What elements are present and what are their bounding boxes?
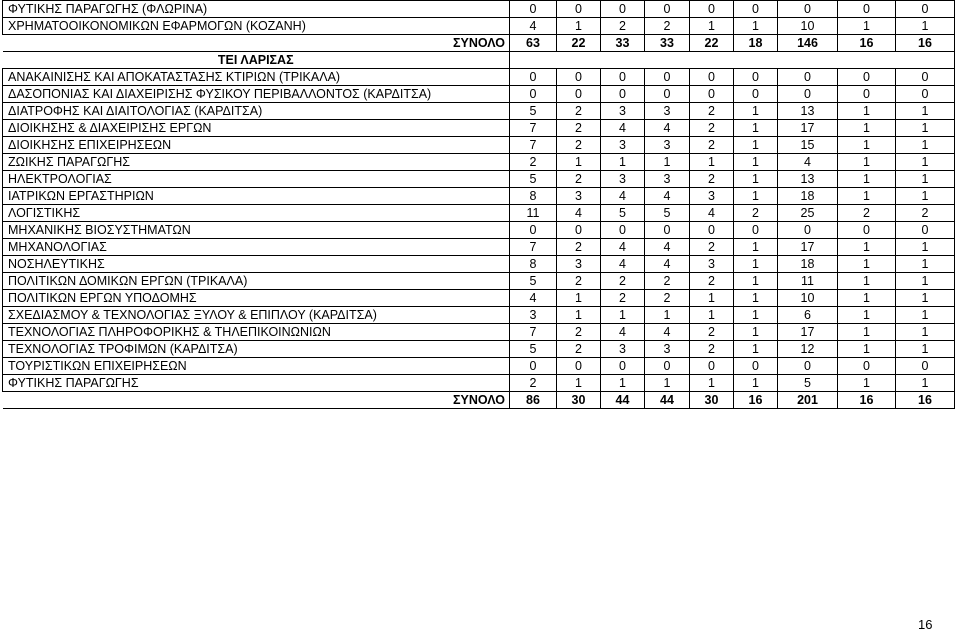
value-cell: 4	[510, 290, 557, 307]
value-cell: 22	[690, 35, 734, 52]
total-label: ΣΥΝΟΛΟ	[3, 392, 510, 409]
value-cell: 1	[896, 188, 955, 205]
value-cell: 0	[510, 1, 557, 18]
value-cell: 2	[690, 273, 734, 290]
value-cell: 0	[896, 358, 955, 375]
table-row	[3, 205, 955, 222]
value-cell: 1	[838, 171, 896, 188]
table-row	[3, 324, 955, 341]
value-cell: 1	[896, 120, 955, 137]
value-cell: 1	[838, 341, 896, 358]
value-cell: 2	[690, 239, 734, 256]
value-cell: 1	[690, 154, 734, 171]
value-cell: 0	[557, 1, 601, 18]
value-cell: 0	[778, 358, 838, 375]
value-cell: 1	[838, 103, 896, 120]
value-cell: 0	[690, 1, 734, 18]
value-cell: 2	[690, 137, 734, 154]
department-name: ΜΗΧΑΝΟΛΟΓΙΑΣ	[3, 239, 510, 256]
value-cell: 0	[557, 69, 601, 86]
table-row	[3, 137, 955, 154]
value-cell: 0	[557, 358, 601, 375]
value-cell: 17	[778, 324, 838, 341]
value-cell: 2	[838, 205, 896, 222]
value-cell: 0	[734, 86, 778, 103]
value-cell: 0	[601, 222, 645, 239]
department-name: ΔΙΟΙΚΗΣΗΣ ΕΠΙΧΕΙΡΗΣΕΩΝ	[3, 137, 510, 154]
table-row	[3, 188, 955, 205]
value-cell: 0	[601, 86, 645, 103]
value-cell: 4	[645, 324, 690, 341]
page-number: 16	[918, 617, 933, 632]
table-row	[3, 1, 955, 18]
value-cell: 1	[734, 341, 778, 358]
value-cell: 2	[601, 273, 645, 290]
table-row	[3, 69, 955, 86]
value-cell: 2	[557, 273, 601, 290]
value-cell: 2	[557, 171, 601, 188]
value-cell: 0	[896, 86, 955, 103]
value-cell: 4	[557, 205, 601, 222]
value-cell: 18	[734, 35, 778, 52]
table-row	[3, 307, 955, 324]
value-cell: 30	[690, 392, 734, 409]
value-cell: 2	[510, 375, 557, 392]
value-cell: 1	[896, 324, 955, 341]
department-name: ΧΡΗΜΑΤΟΟΙΚΟΝΟΜΙΚΩΝ ΕΦΑΡΜΟΓΩΝ (ΚΟΖΑΝΗ)	[3, 18, 510, 35]
value-cell: 0	[690, 69, 734, 86]
department-name: ΑΝΑΚΑΙΝΙΣΗΣ ΚΑΙ ΑΠΟΚΑΤΑΣΤΑΣΗΣ ΚΤΙΡΙΩΝ (ΤΡΙΚΑΛΑ)	[3, 69, 510, 86]
table-row	[3, 103, 955, 120]
value-cell: 5	[778, 375, 838, 392]
value-cell: 0	[690, 222, 734, 239]
value-cell: 11	[510, 205, 557, 222]
value-cell: 1	[734, 18, 778, 35]
department-name: ΠΟΛΙΤΙΚΩΝ ΔΟΜΙΚΩΝ ΕΡΓΩΝ (ΤΡΙΚΑΛΑ)	[3, 273, 510, 290]
value-cell: 0	[557, 222, 601, 239]
value-cell: 1	[838, 375, 896, 392]
value-cell: 0	[838, 1, 896, 18]
value-cell: 2	[557, 324, 601, 341]
value-cell: 0	[734, 1, 778, 18]
value-cell: 0	[734, 222, 778, 239]
value-cell: 3	[645, 137, 690, 154]
value-cell: 1	[838, 239, 896, 256]
value-cell: 1	[838, 154, 896, 171]
value-cell: 3	[690, 188, 734, 205]
value-cell: 0	[645, 69, 690, 86]
value-cell: 1	[838, 137, 896, 154]
value-cell: 1	[896, 137, 955, 154]
value-cell: 2	[645, 273, 690, 290]
value-cell: 0	[510, 222, 557, 239]
value-cell: 1	[734, 256, 778, 273]
table-row	[3, 154, 955, 171]
value-cell: 16	[734, 392, 778, 409]
value-cell: 33	[645, 35, 690, 52]
value-cell: 0	[778, 222, 838, 239]
value-cell: 30	[557, 392, 601, 409]
value-cell: 0	[838, 69, 896, 86]
value-cell: 3	[690, 256, 734, 273]
value-cell: 5	[601, 205, 645, 222]
value-cell: 3	[510, 307, 557, 324]
value-cell: 1	[896, 103, 955, 120]
allocation-table	[2, 0, 955, 409]
value-cell: 0	[896, 222, 955, 239]
value-cell: 16	[896, 35, 955, 52]
value-cell: 1	[557, 18, 601, 35]
value-cell: 1	[690, 307, 734, 324]
value-cell: 1	[690, 18, 734, 35]
department-name: ΦΥΤΙΚΗΣ ΠΑΡΑΓΩΓΗΣ	[3, 375, 510, 392]
value-cell: 201	[778, 392, 838, 409]
value-cell: 1	[690, 375, 734, 392]
value-cell: 1	[734, 375, 778, 392]
value-cell: 4	[601, 324, 645, 341]
value-cell: 1	[838, 188, 896, 205]
department-name: ΗΛΕΚΤΡΟΛΟΓΙΑΣ	[3, 171, 510, 188]
value-cell: 44	[645, 392, 690, 409]
department-name: ΔΙΟΙΚΗΣΗΣ & ΔΙΑΧΕΙΡΙΣΗΣ ΕΡΓΩΝ	[3, 120, 510, 137]
table-row	[3, 222, 955, 239]
value-cell: 0	[645, 1, 690, 18]
value-cell: 1	[734, 120, 778, 137]
section-title: ΤΕΙ ΛΑΡΙΣΑΣ	[3, 52, 510, 69]
value-cell: 1	[896, 239, 955, 256]
value-cell: 4	[645, 120, 690, 137]
value-cell: 1	[838, 290, 896, 307]
value-cell: 1	[896, 18, 955, 35]
value-cell: 5	[510, 341, 557, 358]
value-cell: 18	[778, 256, 838, 273]
value-cell: 1	[601, 154, 645, 171]
value-cell: 1	[645, 154, 690, 171]
value-cell: 0	[601, 358, 645, 375]
value-cell: 3	[601, 171, 645, 188]
value-cell: 7	[510, 137, 557, 154]
total-row	[3, 392, 955, 409]
value-cell: 0	[690, 358, 734, 375]
value-cell: 16	[838, 35, 896, 52]
value-cell: 1	[645, 375, 690, 392]
value-cell: 63	[510, 35, 557, 52]
value-cell: 0	[838, 358, 896, 375]
table-row	[3, 120, 955, 137]
value-cell: 4	[690, 205, 734, 222]
value-cell: 1	[896, 154, 955, 171]
value-cell: 5	[510, 273, 557, 290]
value-cell: 1	[896, 171, 955, 188]
value-cell: 1	[690, 290, 734, 307]
value-cell: 12	[778, 341, 838, 358]
value-cell: 1	[734, 171, 778, 188]
value-cell: 0	[557, 86, 601, 103]
total-row	[3, 35, 955, 52]
value-cell: 0	[778, 1, 838, 18]
value-cell: 1	[734, 239, 778, 256]
value-cell: 4	[645, 256, 690, 273]
value-cell: 4	[645, 239, 690, 256]
value-cell: 2	[896, 205, 955, 222]
value-cell: 0	[601, 69, 645, 86]
value-cell: 3	[601, 137, 645, 154]
value-cell: 6	[778, 307, 838, 324]
value-cell: 2	[690, 341, 734, 358]
table-row	[3, 239, 955, 256]
department-name: ΛΟΓΙΣΤΙΚΗΣ	[3, 205, 510, 222]
value-cell: 33	[601, 35, 645, 52]
department-name: ΤΟΥΡΙΣΤΙΚΩΝ ΕΠΙΧΕΙΡΗΣΕΩΝ	[3, 358, 510, 375]
value-cell: 1	[838, 18, 896, 35]
department-name: ΤΕΧΝΟΛΟΓΙΑΣ ΤΡΟΦΙΜΩΝ (ΚΑΡΔΙΤΣΑ)	[3, 341, 510, 358]
department-name: ΤΕΧΝΟΛΟΓΙΑΣ ΠΛΗΡΟΦΟΡΙΚΗΣ & ΤΗΛΕΠΙΚΟΙΝΩΝΙΩΝ	[3, 324, 510, 341]
value-cell: 5	[645, 205, 690, 222]
table-row	[3, 171, 955, 188]
department-name: ΔΙΑΤΡΟΦΗΣ ΚΑΙ ΔΙΑΙΤΟΛΟΓΙΑΣ (ΚΑΡΔΙΤΣΑ)	[3, 103, 510, 120]
value-cell: 3	[645, 341, 690, 358]
value-cell: 0	[510, 358, 557, 375]
value-cell: 18	[778, 188, 838, 205]
value-cell: 2	[690, 120, 734, 137]
value-cell: 7	[510, 239, 557, 256]
value-cell: 1	[734, 103, 778, 120]
table-row	[3, 18, 955, 35]
value-cell: 4	[778, 154, 838, 171]
value-cell: 0	[510, 69, 557, 86]
value-cell: 17	[778, 239, 838, 256]
value-cell: 2	[510, 154, 557, 171]
value-cell: 0	[734, 69, 778, 86]
department-name: ΙΑΤΡΙΚΩΝ ΕΡΓΑΣΤΗΡΙΩΝ	[3, 188, 510, 205]
value-cell: 0	[645, 86, 690, 103]
value-cell: 2	[690, 103, 734, 120]
value-cell: 7	[510, 324, 557, 341]
value-cell: 1	[734, 273, 778, 290]
total-label: ΣΥΝΟΛΟ	[3, 35, 510, 52]
value-cell: 13	[778, 171, 838, 188]
value-cell: 25	[778, 205, 838, 222]
value-cell: 1	[838, 307, 896, 324]
value-cell: 2	[557, 103, 601, 120]
value-cell: 2	[690, 324, 734, 341]
value-cell: 1	[734, 137, 778, 154]
value-cell: 1	[557, 290, 601, 307]
value-cell: 10	[778, 290, 838, 307]
value-cell: 2	[557, 137, 601, 154]
value-cell: 16	[838, 392, 896, 409]
value-cell: 2	[645, 18, 690, 35]
value-cell: 15	[778, 137, 838, 154]
value-cell: 5	[510, 171, 557, 188]
value-cell: 16	[896, 392, 955, 409]
value-cell: 1	[601, 375, 645, 392]
table-row	[3, 341, 955, 358]
department-name: ΖΩΙΚΗΣ ΠΑΡΑΓΩΓΗΣ	[3, 154, 510, 171]
value-cell: 1	[838, 120, 896, 137]
section-filler	[510, 52, 955, 69]
value-cell: 7	[510, 120, 557, 137]
value-cell: 0	[645, 358, 690, 375]
department-name: ΣΧΕΔΙΑΣΜΟΥ & ΤΕΧΝΟΛΟΓΙΑΣ ΞΥΛΟΥ & ΕΠΙΠΛΟΥ (ΚΑΡΔΙΤΣΑ)	[3, 307, 510, 324]
value-cell: 3	[645, 171, 690, 188]
value-cell: 0	[734, 358, 778, 375]
value-cell: 2	[601, 290, 645, 307]
value-cell: 2	[734, 205, 778, 222]
value-cell: 1	[557, 154, 601, 171]
value-cell: 10	[778, 18, 838, 35]
value-cell: 1	[896, 375, 955, 392]
table-row	[3, 358, 955, 375]
value-cell: 1	[838, 273, 896, 290]
table-row	[3, 273, 955, 290]
value-cell: 0	[778, 86, 838, 103]
table-row	[3, 86, 955, 103]
value-cell: 4	[601, 239, 645, 256]
value-cell: 4	[601, 120, 645, 137]
value-cell: 4	[645, 188, 690, 205]
value-cell: 3	[601, 341, 645, 358]
value-cell: 0	[896, 69, 955, 86]
value-cell: 0	[838, 222, 896, 239]
value-cell: 1	[896, 341, 955, 358]
value-cell: 3	[601, 103, 645, 120]
value-cell: 0	[601, 1, 645, 18]
value-cell: 3	[645, 103, 690, 120]
value-cell: 86	[510, 392, 557, 409]
value-cell: 1	[734, 154, 778, 171]
table-row	[3, 375, 955, 392]
value-cell: 4	[601, 188, 645, 205]
department-name: ΝΟΣΗΛΕΥΤΙΚΗΣ	[3, 256, 510, 273]
value-cell: 3	[557, 188, 601, 205]
department-name: ΦΥΤΙΚΗΣ ΠΑΡΑΓΩΓΗΣ (ΦΛΩΡΙΝΑ)	[3, 1, 510, 18]
value-cell: 44	[601, 392, 645, 409]
value-cell: 0	[838, 86, 896, 103]
value-cell: 146	[778, 35, 838, 52]
value-cell: 5	[510, 103, 557, 120]
table-row	[3, 256, 955, 273]
section-header-row	[3, 52, 955, 69]
value-cell: 0	[645, 222, 690, 239]
value-cell: 1	[734, 188, 778, 205]
value-cell: 0	[778, 69, 838, 86]
value-cell: 0	[510, 86, 557, 103]
value-cell: 2	[645, 290, 690, 307]
value-cell: 11	[778, 273, 838, 290]
value-cell: 2	[690, 171, 734, 188]
value-cell: 1	[557, 307, 601, 324]
value-cell: 22	[557, 35, 601, 52]
value-cell: 2	[557, 120, 601, 137]
department-name: ΜΗΧΑΝΙΚΗΣ ΒΙΟΣΥΣΤΗΜΑΤΩΝ	[3, 222, 510, 239]
value-cell: 2	[601, 18, 645, 35]
value-cell: 3	[557, 256, 601, 273]
department-name: ΠΟΛΙΤΙΚΩΝ ΕΡΓΩΝ ΥΠΟΔΟΜΗΣ	[3, 290, 510, 307]
value-cell: 1	[838, 324, 896, 341]
value-cell: 0	[690, 86, 734, 103]
value-cell: 1	[734, 307, 778, 324]
value-cell: 1	[601, 307, 645, 324]
value-cell: 8	[510, 188, 557, 205]
value-cell: 1	[896, 290, 955, 307]
value-cell: 1	[896, 307, 955, 324]
department-name: ΔΑΣΟΠΟΝΙΑΣ ΚΑΙ ΔΙΑΧΕΙΡΙΣΗΣ ΦΥΣΙΚΟΥ ΠΕΡΙΒΑΛΛΟΝΤΟΣ (ΚΑΡΔΙΤΣΑ)	[3, 86, 510, 103]
value-cell: 1	[645, 307, 690, 324]
value-cell: 0	[896, 1, 955, 18]
value-cell: 2	[557, 341, 601, 358]
value-cell: 1	[734, 324, 778, 341]
value-cell: 4	[601, 256, 645, 273]
value-cell: 2	[557, 239, 601, 256]
value-cell: 4	[510, 18, 557, 35]
value-cell: 1	[896, 256, 955, 273]
value-cell: 1	[734, 290, 778, 307]
value-cell: 13	[778, 103, 838, 120]
value-cell: 17	[778, 120, 838, 137]
value-cell: 1	[557, 375, 601, 392]
table-body	[3, 1, 955, 409]
value-cell: 8	[510, 256, 557, 273]
table-row	[3, 290, 955, 307]
value-cell: 1	[838, 256, 896, 273]
value-cell: 1	[896, 273, 955, 290]
